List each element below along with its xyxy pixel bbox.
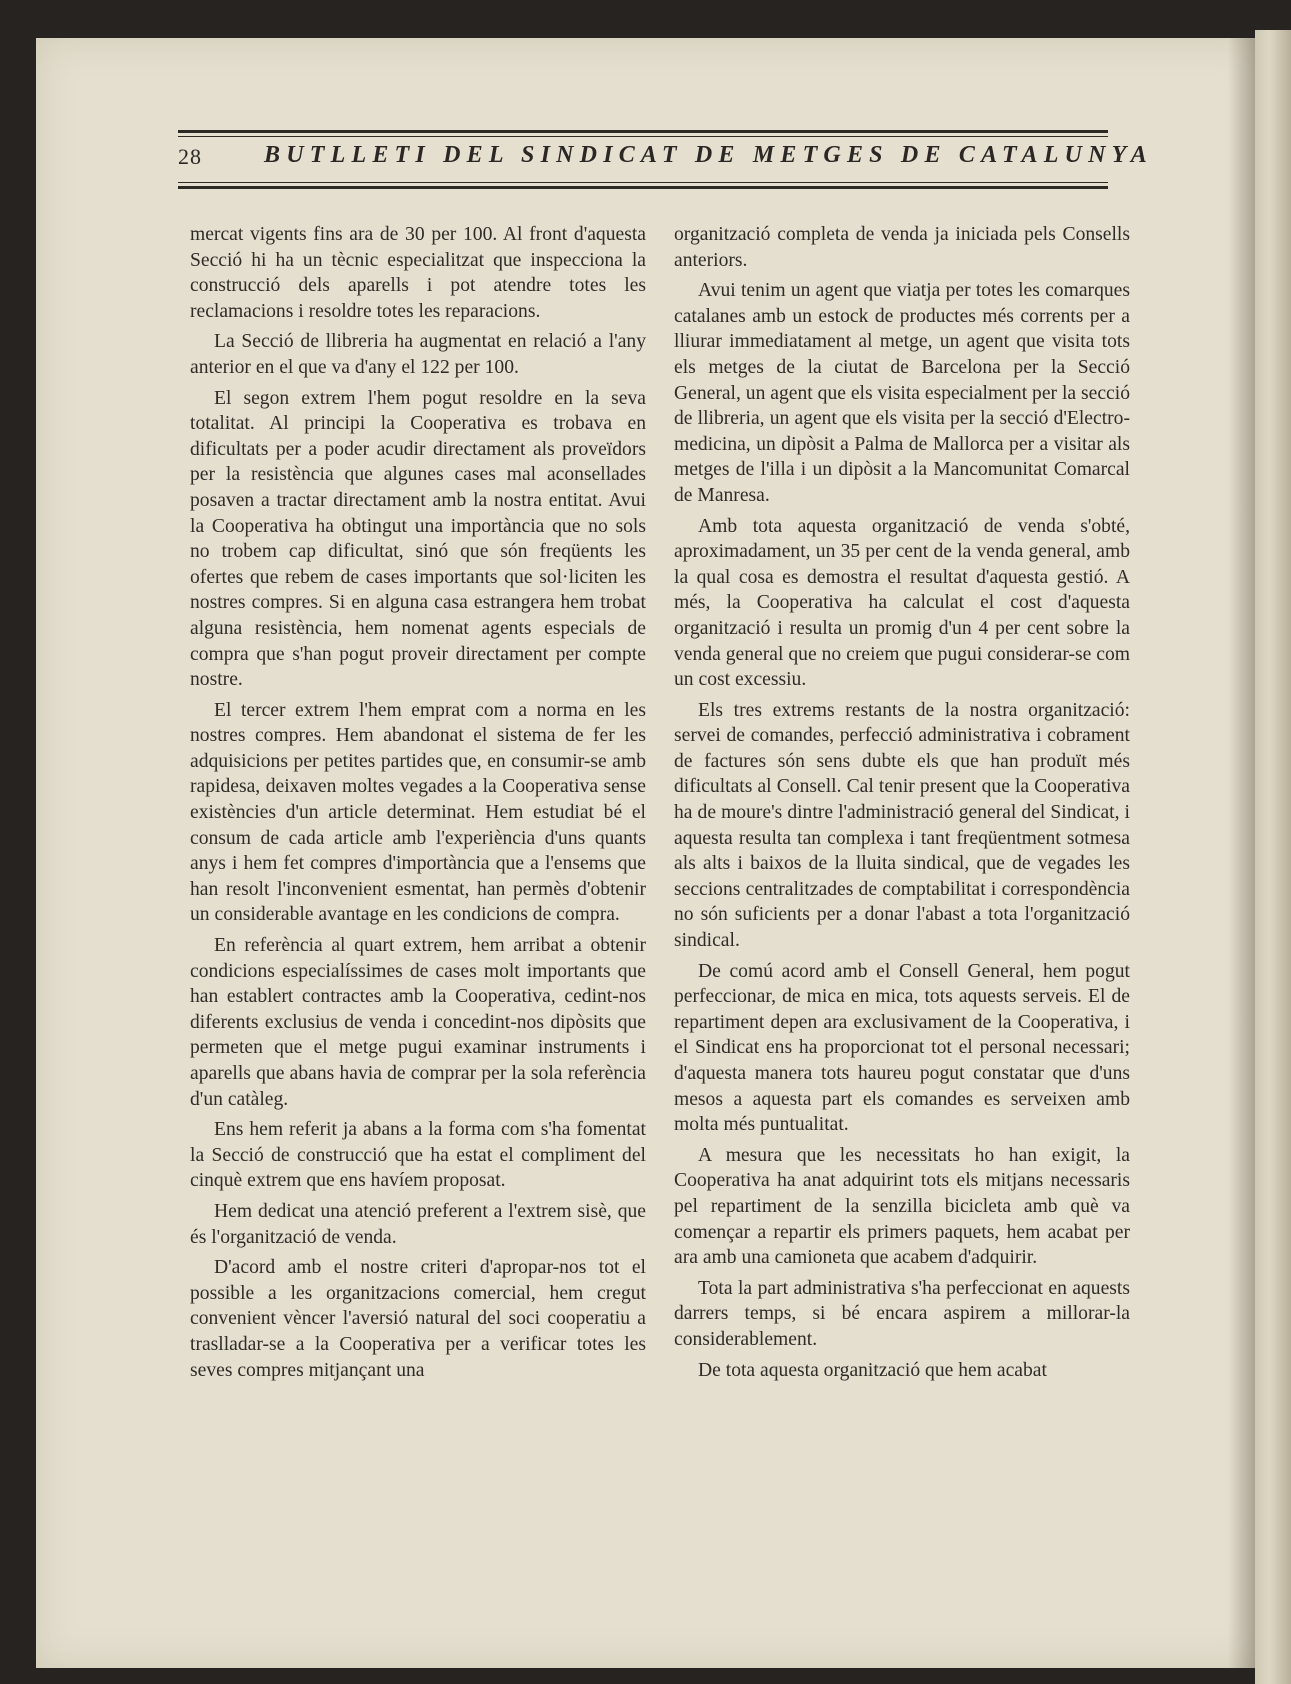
paragraph: Amb tota aquesta organització de venda s'obté, aproximadament, un 35 per cent de la venda general, amb la qual cosa es demostra el resultat d'aquesta gestió. A més, la Cooperativa ha calculat el cost d'aquesta organització i resulta un promig d'un 4 per cent sobre la venda general que no creiem que pugui considerar-se com un cost excessiu. [674, 515, 1130, 691]
left-column [190, 222, 646, 1383]
paragraph: Els tres extrems restants de la nostra organització: servei de comandes, perfecció administrativa i cobrament de factures són sens dubte els que han produït més dificultats al Consell. Cal tenir present que la Cooperativa ha de moure's dintre l'administració general del Sindicat, i aquesta resulta tan complexa i tant freqüentment sotmesa als alts i baixos de la lluita sindical, que de vegades les seccions centralitzades de comptabilitat i correspondència no són suficients per a donar l'abast a tota l'organització sindical. [674, 699, 1130, 952]
header-rule-top-thick [178, 130, 1108, 133]
page-edge-shadow [1228, 38, 1258, 1668]
paragraph: Hem dedicat una atenció preferent a l'extrem sisè, que és l'organització de venda. [190, 1200, 646, 1248]
paragraph: El tercer extrem l'hem emprat com a norma en les nostres compres. Hem abandonat el sistema de fer les adquisicions per petites partides que, en consumir-se amb rapidesa, deixaven moltes vegades a la Cooperativa sense existències d'un article determinat. Hem estudiat bé el consum de cada article amb l'experiència d'uns quants anys i hem fet compres d'importància que a l'ensems que han resolt l'inconvenient esmentat, han permès d'obtenir un considerable avantage en les condicions de compra. [190, 699, 646, 926]
right-column [674, 222, 1130, 1383]
header-rule-bottom-thin [178, 182, 1108, 183]
page-number: 28 [178, 144, 202, 169]
paragraph: Avui tenim un agent que viatja per totes les comarques catalanes amb un estock de productes més corrents per a lliurar immediatament al metge, un agent que visita tots els metges de la ciutat de Barcelona per la Secció General, un agent que els visita especialment per la secció de llibreria, un agent que els visita per la secció d'Electro-medicina, un dipòsit a Palma de Mallorca per a visitar als metges de l'illa i un dipòsit a la Mancomunitat Comarcal de Manresa. [674, 280, 1130, 506]
running-title: BUTLLETI DEL SINDICAT DE METGES DE CATALUNYA [264, 142, 1153, 168]
running-header [178, 142, 1153, 176]
header-rule-top-thin [178, 136, 1108, 137]
paragraph: mercat vigents fins ara de 30 per 100. Al front d'aquesta Secció hi ha un tècnic especialitzat que inspecciona la construcció dels aparells i pot atendre totes les reclamacions i resoldre totes les reparacions. [190, 224, 646, 322]
header-rule-bottom-thick [178, 186, 1108, 189]
paragraph: La Secció de llibreria ha augmentat en relació a l'any anterior en el que va d'any el 122 per 100. [190, 331, 646, 378]
paragraph: En referència al quart extrem, hem arribat a obtenir condicions especialíssimes de cases molt importants que han establert contractes amb la Cooperativa, cedint-nos diferents exclusius de venda i concedint-nos dipòsits que permeten que el metge pugui examinar instruments i aparells que abans havia de comprar per la sola referència d'un catàleg. [190, 935, 646, 1110]
paragraph: D'acord amb el nostre criteri d'apropar-nos tot el possible a les organitzacions comercial, hem cregut convenient vèncer l'aversió natural del soci cooperatiu a traslladar-se a la Cooperativa per a verificar totes les seves compres mitjançant una [190, 1257, 646, 1381]
paragraph: A mesura que les necessitats ho han exigit, la Cooperativa ha anat adquirint tots els mitjans necessaris pel repartiment de la senzilla bicicleta amb què va començar a repartir els primers paquets, hem acabat per ara amb una camioneta que acabem d'adquirir. [674, 1144, 1130, 1269]
paragraph: De tota aquesta organització que hem acabat [698, 1359, 1047, 1381]
paragraph: Tota la part administrativa s'ha perfeccionat en aquests darrers temps, si bé encara aspirem a millorar-la considerablement. [674, 1277, 1130, 1350]
paragraph: organització completa de venda ja iniciada pels Consells anteriors. [674, 224, 1130, 271]
next-page-edge [1255, 30, 1291, 1684]
paragraph: Ens hem referit ja abans a la forma com s'ha fomentat la Secció de construcció que ha estat el compliment del cinquè extrem que ens havíem proposat. [190, 1119, 646, 1192]
paragraph: De comú acord amb el Consell General, hem pogut perfeccionar, de mica en mica, tots aquests serveis. El de repartiment depen ara exclusivament de la Cooperativa, i el Sindicat ens ha proporcionat tot el personal necessari; d'aquesta manera tots haureu pogut constatar que d'uns mesos a aquesta part els comandes es serveixen amb molta més puntualitat. [674, 960, 1130, 1136]
paragraph: El segon extrem l'hem pogut resoldre en la seva totalitat. Al principi la Cooperativa es trobava en dificultats per a poder acudir directament als proveïdors per la resistència que algunes cases mal aconsellades posaven a tractar directament amb la nostra entitat. Avui la Cooperativa ha obtingut una importància que no sols no trobem cap dificultat, sinó que són freqüents les ofertes que rebem de cases importants que sol·liciten les nostres compres. Si en alguna casa estrangera hem trobat alguna resistència, hem nomenat agents especials de compra que s'han pogut proveir directament per compte nostre. [190, 387, 646, 691]
